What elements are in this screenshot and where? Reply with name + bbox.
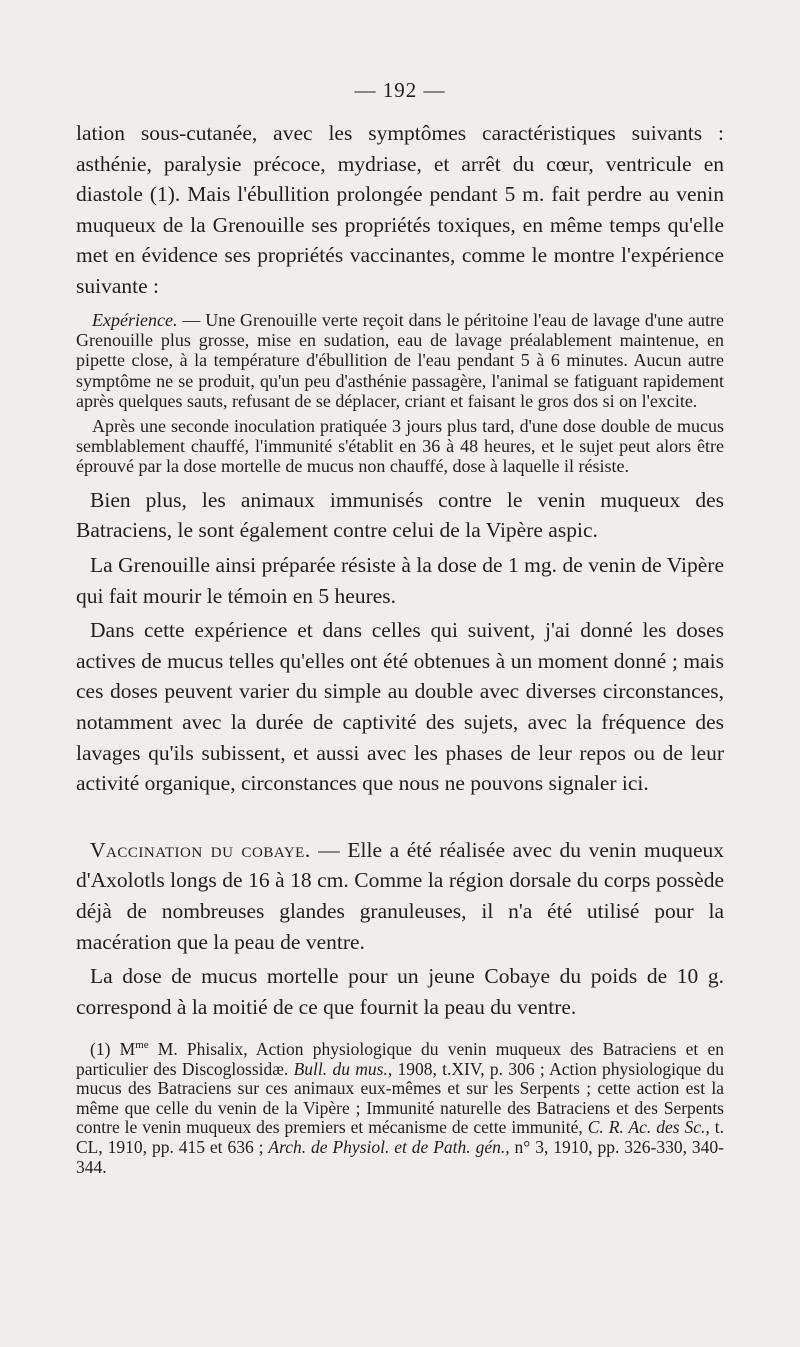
experiment-label: Expérience. bbox=[92, 309, 178, 330]
footnote-ref-bull: Bull. du mus., bbox=[293, 1058, 393, 1079]
footnote-text-1: M. Phisalix, Action physiologique du venin muqueux des Batraciens et en particulier des Discoglossidæ. bbox=[76, 1039, 725, 1079]
footnote bbox=[76, 1040, 724, 1177]
footnote-sup: me bbox=[135, 1039, 149, 1052]
experiment-text: — Une Grenouille verte reçoit dans le péritoine l'eau de lavage d'une autre Grenouille plus grosse, mise en sudation, eau de lavage préalablement maintenue, en pipette close, à la température d'ébullition de l'eau pendant 5 à 6 minutes. Aucun autre symptôme ne se produit, qu'un peu d'asthénie passagère, l'animal se fatiguant rapidement après quelques sauts, refusant de se déplacer, criant et faisant le gros dos si on l'excite. bbox=[76, 309, 724, 412]
page-body bbox=[76, 118, 724, 1022]
paragraph-continuation: lation sous-cutanée, avec les symptômes caractéristiques suivants : asthénie, paralysie précoce, mydriase, et arrêt du cœur, ventricule en diastole (1). Mais l'ébullition prolongée pendant 5 m. fait perdre au venin muqueux de la Grenouille ses propriétés toxiques, en même temps qu'elle met en évidence ses propriétés vaccinantes, comme le montre l'expérience suivante : bbox=[76, 121, 724, 298]
footnote-text-4: n° 3, 1910, pp. 326-330, 340-344. bbox=[76, 1136, 725, 1177]
footnote-marker: (1) M bbox=[90, 1039, 136, 1059]
footnote-text-2: 1908, t.XIV, p. 306 ; Action physiologique du mucus des Batraciens sur ces animaux eux-mêmes et sur les Serpents ; cette action est la même que celle du venin de la Vipère ; Immunité naturelle des Batraciens et des Serpents contre le venin muqueux des premiers et mécanisme de cette immunité, bbox=[76, 1058, 724, 1138]
experiment-paragraph bbox=[76, 310, 724, 412]
paragraph-viper-dose: La Grenouille ainsi préparée résiste à la dose de 1 mg. de venin de Vipère qui fait mourir le témoin en 5 heures. bbox=[76, 553, 724, 608]
paragraph-lethal-dose: La dose de mucus mortelle pour un jeune Cobaye du poids de 10 g. correspond à la moitié de ce que fournit la peau du ventre. bbox=[76, 964, 724, 1019]
section-vaccination-cobaye bbox=[76, 835, 724, 957]
footnote-ref-cr: C. R. Ac. des Sc., bbox=[587, 1117, 710, 1138]
footnote-text-3: t. CL, 1910, pp. 415 et 636 ; bbox=[76, 1117, 724, 1157]
experiment-followup: Après une seconde inoculation pratiquée 3 jours plus tard, d'une dose double de mucus semblablement chauffé, l'immunité s'établit en 36 à 48 heures, et le sujet peut alors être éprouvé par la dose mortelle de mucus non chauffé, dose à laquelle il résiste. bbox=[76, 415, 724, 477]
section-text: — Elle a été réalisée avec du venin muqueux d'Axolotls longs de 16 à 18 cm. Comme la région dorsale du corps possède déjà de nombreuses glandes granuleuses, il n'a été utilisé pour la macération que la peau de ventre. bbox=[76, 837, 724, 954]
paragraph-immunity: Bien plus, les animaux immunisés contre le venin muqueux des Batraciens, le sont également contre celui de la Vipère aspic. bbox=[76, 487, 724, 543]
paragraph-doses-note: Dans cette expérience et dans celles qui suivent, j'ai donné les doses actives de mucus telles qu'elles ont été obtenues à un moment donné ; mais ces doses peuvent varier du simple au double avec diverses circonstances, notamment avec la durée de captivité des sujets, avec la fréquence des lavages qu'ils subissent, et aussi avec les phases de leur repos ou de leur activité organique, circonstances que nous ne pouvons signaler ici. bbox=[76, 618, 724, 796]
page-number: — 192 — bbox=[354, 78, 446, 102]
section-title: Vaccination du cobaye. bbox=[90, 837, 311, 862]
footnote-ref-arch: Arch. de Physiol. et de Path. gén., bbox=[268, 1136, 510, 1157]
